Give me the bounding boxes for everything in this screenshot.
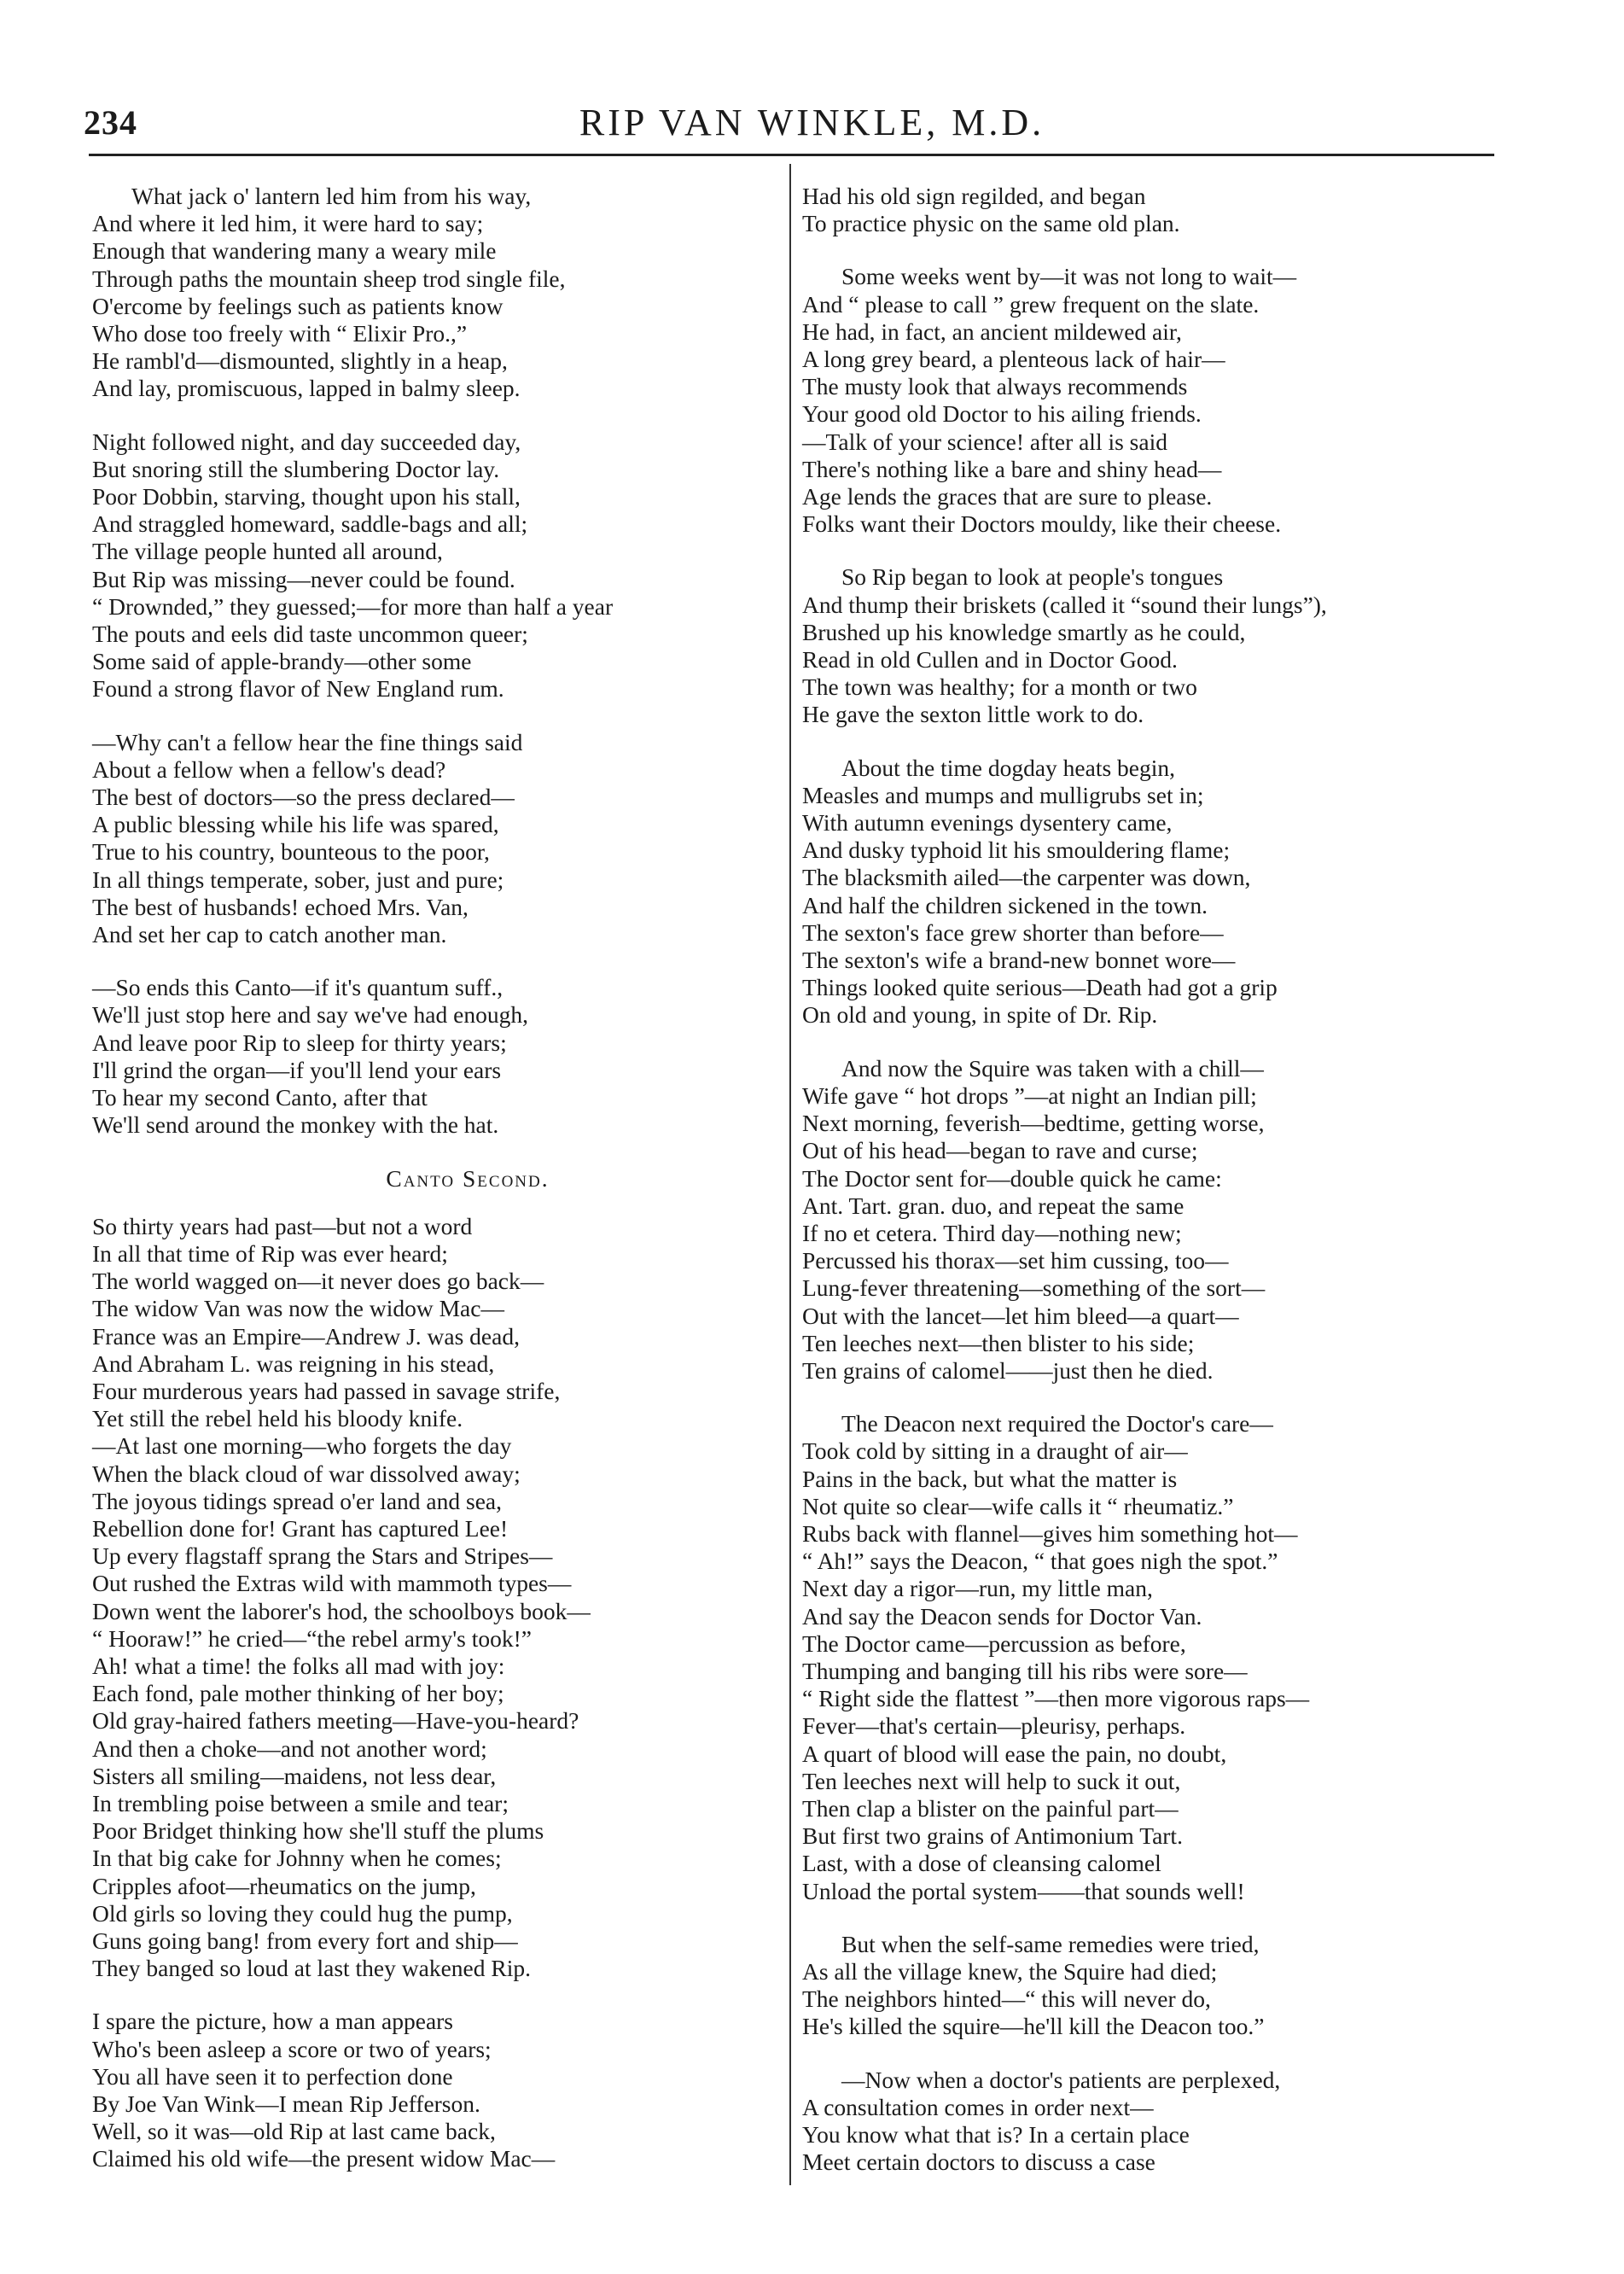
running-head: RIP VAN WINKLE, M.D.	[579, 102, 1045, 143]
verse-line: “ Drownded,” they guessed;—for more than half a year	[92, 592, 614, 620]
verse-line: The pouts and eels did taste uncommon queer;	[92, 621, 528, 648]
verse-line: He's killed the squire—he'll kill the Deacon too.”	[802, 2013, 1265, 2040]
verse-line: —Talk of your science! after all is said	[802, 428, 1167, 455]
verse-line: Meet certain doctors to discuss a case	[802, 2149, 1155, 2176]
page-number: 234	[84, 103, 137, 142]
verse-line: He rambl'd—dismounted, slightly in a heap,	[92, 347, 508, 375]
column-divider	[789, 164, 791, 2185]
verse-line: And dusky typhoid lit his smouldering flame;	[802, 837, 1231, 864]
stanza	[92, 183, 775, 403]
verse-line: You all have seen it to perfection done	[92, 2062, 453, 2090]
verse-line: Wife gave “ hot drops ”—at night an Indian pill;	[802, 1082, 1257, 1109]
stanza	[92, 729, 775, 949]
verse-line: Sisters all smiling—maidens, not less dear,	[92, 1762, 497, 1789]
verse-line: We'll just stop here and say we've had enough,	[92, 1001, 528, 1029]
verse-line: On old and young, in spite of Dr. Rip.	[802, 1001, 1158, 1029]
header-rule	[89, 154, 1494, 156]
verse-line: Last, with a dose of cleansing calomel	[802, 1850, 1161, 1877]
canto-heading: Canto Second.	[386, 1164, 550, 1192]
verse-line: Ten grains of calomel——just then he died.	[802, 1356, 1214, 1384]
verse-line: Unload the portal system——that sounds well!	[802, 1877, 1245, 1904]
verse-line: Ten leeches next will help to suck it out,	[802, 1767, 1181, 1794]
verse-line: And leave poor Rip to sleep for thirty years;	[92, 1029, 507, 1056]
verse-line: The world wagged on—it never does go back—	[92, 1268, 544, 1295]
verse-line: Read in old Cullen and in Doctor Good.	[802, 646, 1178, 673]
verse-line: The neighbors hinted—“ this will never do,	[802, 1985, 1211, 2013]
verse-line: Through paths the mountain sheep trod single file,	[92, 265, 566, 292]
verse-line: Ten leeches next—then blister to his side;	[802, 1329, 1195, 1356]
verse-line: So thirty years had past—but not a word	[92, 1212, 473, 1239]
stanza	[92, 429, 775, 703]
verse-line: About the time dogday heats begin,	[841, 754, 1176, 781]
verse-line: The best of husbands! echoed Mrs. Van,	[92, 893, 469, 920]
verse-line: Then clap a blister on the painful part—	[802, 1794, 1179, 1822]
verse-line: And “ please to call ” grew frequent on the slate.	[802, 290, 1260, 318]
verse-line: Brushed up his knowledge smartly as he could,	[802, 618, 1246, 645]
verse-line: As all the village knew, the Squire had died;	[802, 1957, 1218, 1985]
verse-line: Each fond, pale mother thinking of her boy;	[92, 1680, 504, 1707]
verse-line: Who dose too freely with “ Elixir Pro.,”	[92, 320, 468, 347]
verse-line: Rebellion done for! Grant has captured Lee!	[92, 1514, 509, 1542]
verse-line: And straggled homeward, saddle-bags and all;	[92, 510, 528, 538]
verse-line: Your good old Doctor to his ailing friends.	[802, 400, 1202, 428]
verse-line: Who's been asleep a score or two of years;	[92, 2035, 492, 2062]
verse-line: Age lends the graces that are sure to please.	[802, 483, 1213, 510]
verse-line: We'll send around the monkey with the hat.	[92, 1111, 499, 1139]
stanza	[92, 2008, 775, 2172]
stanza	[802, 2067, 1502, 2177]
verse-line: Pains in the back, but what the matter is	[802, 1465, 1178, 1492]
verse-line: Folks want their Doctors mouldy, like their cheese.	[802, 510, 1282, 538]
stanza	[802, 1410, 1502, 1905]
verse-line: By Joe Van Wink—I mean Rip Jefferson.	[92, 2090, 480, 2117]
verse-line: Not quite so clear—wife calls it “ rheumatiz.”	[802, 1492, 1234, 1519]
verse-line: I'll grind the organ—if you'll lend your ears	[92, 1056, 502, 1083]
stanza	[802, 1931, 1502, 2041]
verse-line: “ Right side the flattest ”—then more vigorous raps—	[802, 1685, 1310, 1712]
verse-line: —Now when a doctor's patients are perplexed,	[841, 2066, 1281, 2093]
verse-line: Some said of apple-brandy—other some	[92, 648, 472, 675]
stanza	[802, 755, 1502, 1029]
verse-line: And where it led him, it were hard to say;	[92, 210, 484, 237]
verse-line: But when the self-same remedies were tried,	[841, 1930, 1260, 1957]
verse-line: He had, in fact, an ancient mildewed air,	[802, 318, 1182, 345]
verse-line: Percussed his thorax—set him cussing, too—	[802, 1247, 1229, 1274]
verse-line: Old girls so loving they could hug the pump,	[92, 1899, 513, 1927]
verse-line: Next morning, feverish—bedtime, getting worse,	[802, 1110, 1265, 1137]
verse-line: Old gray-haired fathers meeting—Have-you-heard?	[92, 1707, 579, 1735]
verse-line: “ Ah!” says the Deacon, “ that goes nigh the spot.”	[802, 1548, 1278, 1575]
verse-line: And say the Deacon sends for Doctor Van.	[802, 1602, 1202, 1630]
verse-line: Had his old sign regilded, and began	[802, 183, 1146, 209]
verse-line: A public blessing while his life was spared,	[92, 811, 499, 838]
verse-line: The Deacon next required the Doctor's care—	[841, 1410, 1273, 1437]
verse-line: Guns going bang! from every fort and ship—	[92, 1927, 518, 1954]
verse-line: There's nothing like a bare and shiny head—	[802, 455, 1222, 482]
verse-line: And then a choke—and not another word;	[92, 1735, 487, 1762]
verse-line: Out with the lancet—let him bleed—a quart—	[802, 1302, 1239, 1329]
verse-line: Poor Dobbin, starving, thought upon his stall,	[92, 483, 521, 510]
verse-line: And lay, promiscuous, lapped in balmy sleep.	[92, 375, 521, 402]
verse-line: A consultation comes in order next—	[802, 2093, 1154, 2120]
verse-line: And Abraham L. was reigning in his stead,	[92, 1350, 495, 1377]
verse-line: When the black cloud of war dissolved away;	[92, 1460, 521, 1487]
verse-line: Took cold by sitting in a draught of air—	[802, 1437, 1188, 1465]
verse-line: With autumn evenings dysentery came,	[802, 809, 1173, 837]
verse-line: But snoring still the slumbering Doctor lay.	[92, 455, 500, 482]
verse-line: Out rushed the Extras wild with mammoth types—	[92, 1570, 572, 1597]
verse-line: Down went the laborer's hod, the schoolboys book—	[92, 1597, 591, 1624]
verse-line: Next day a rigor—run, my little man,	[802, 1575, 1153, 1602]
stanza	[802, 1055, 1502, 1385]
left-stanzas	[92, 183, 775, 1140]
verse-line: Found a strong flavor of New England rum.	[92, 675, 504, 703]
verse-line: Enough that wandering many a weary mile	[92, 237, 497, 265]
verse-line: France was an Empire—Andrew J. was dead,	[92, 1322, 520, 1350]
verse-line: Night followed night, and day succeeded day,	[92, 428, 521, 455]
verse-line: About a fellow when a fellow's dead?	[92, 755, 446, 783]
verse-line: Rubs back with flannel—gives him something hot—	[802, 1519, 1298, 1547]
verse-line: O'ercome by feelings such as patients know	[92, 292, 503, 319]
stanza	[802, 263, 1502, 538]
verse-line: The Doctor came—percussion as before,	[802, 1630, 1186, 1657]
verse-line: But Rip was missing—never could be found.	[92, 565, 515, 592]
verse-line: Out of his head—began to rave and curse;	[802, 1137, 1198, 1164]
verse-line: In all things temperate, sober, just and pure;	[92, 866, 504, 893]
verse-line: Cripples afoot—rheumatics on the jump,	[92, 1872, 476, 1899]
verse-line: What jack o' lantern led him from his way,	[131, 183, 532, 209]
right-column	[802, 183, 1502, 2201]
verse-line: Ah! what a time! the folks all mad with joy:	[92, 1652, 505, 1679]
verse-line: In that big cake for Johnny when he comes;	[92, 1845, 502, 1872]
verse-line: And thump their briskets (called it “sound their lungs”),	[802, 591, 1327, 618]
verse-line: Thumping and banging till his ribs were sore—	[802, 1657, 1248, 1684]
verse-line: Things looked quite serious—Death had got a grip	[802, 974, 1278, 1001]
verse-line: The widow Van was now the widow Mac—	[92, 1295, 504, 1322]
verse-line: Yet still the rebel held his bloody knife.	[92, 1405, 463, 1432]
verse-line: The town was healthy; for a month or two	[802, 673, 1197, 701]
verse-line: And set her cap to catch another man.	[92, 921, 447, 948]
verse-line: In trembling poise between a smile and tear;	[92, 1789, 509, 1816]
verse-line: Ant. Tart. gran. duo, and repeat the same	[802, 1192, 1185, 1219]
verse-line: You know what that is? In a certain place	[802, 2121, 1190, 2148]
verse-line: The Doctor sent for—double quick he came:	[802, 1164, 1222, 1192]
verse-line: Poor Bridget thinking how she'll stuff the plums	[92, 1817, 544, 1845]
verse-line: The best of doctors—so the press declared—	[92, 784, 515, 811]
left-stanzas-after-canto	[92, 1213, 775, 2173]
verse-line: The blacksmith ailed—the carpenter was down,	[802, 864, 1251, 891]
verse-line: Measles and mumps and mulligrubs set in;	[802, 781, 1204, 808]
verse-line: The sexton's face grew shorter than before—	[802, 918, 1224, 946]
verse-line: —So ends this Canto—if it's quantum suff.,	[92, 974, 503, 1001]
verse-line: The sexton's wife a brand-new bonnet wore—	[802, 947, 1236, 974]
verse-line: To practice physic on the same old plan.	[802, 210, 1180, 237]
verse-line: I spare the picture, how a man appears	[92, 2008, 454, 2035]
verse-line: Lung-fever threatening—something of the sort—	[802, 1274, 1266, 1302]
left-column	[92, 183, 775, 2199]
verse-line: True to his country, bounteous to the poor,	[92, 838, 490, 866]
right-stanzas	[802, 183, 1502, 2176]
verse-line: A quart of blood will ease the pain, no doubt,	[802, 1740, 1227, 1767]
verse-line: Some weeks went by—it was not long to wait—	[841, 263, 1297, 290]
verse-line: A long grey beard, a plenteous lack of hair—	[802, 346, 1225, 373]
verse-line: The village people hunted all around,	[92, 538, 443, 565]
stanza	[802, 183, 1502, 237]
verse-line: Claimed his old wife—the present widow Mac—	[92, 2145, 556, 2172]
verse-line: In all that time of Rip was ever heard;	[92, 1239, 448, 1267]
verse-line: If no et cetera. Third day—nothing new;	[802, 1219, 1182, 1246]
verse-line: Well, so it was—old Rip at last came back,	[92, 2118, 496, 2145]
verse-line: —At last one morning—who forgets the day	[92, 1432, 512, 1460]
stanza	[92, 1213, 775, 1983]
verse-line: The joyous tidings spread o'er land and sea,	[92, 1487, 502, 1514]
verse-line: To hear my second Canto, after that	[92, 1084, 428, 1111]
verse-line: They banged so loud at last they wakened Rip.	[92, 1955, 531, 1982]
verse-line: But first two grains of Antimonium Tart.	[802, 1822, 1183, 1850]
verse-line: —Why can't a fellow hear the fine things said	[92, 728, 523, 755]
verse-line: The musty look that always recommends	[802, 373, 1188, 400]
verse-line: Four murderous years had passed in savage strife,	[92, 1377, 561, 1404]
verse-line: He gave the sexton little work to do.	[802, 701, 1144, 728]
verse-line: And half the children sickened in the town.	[802, 891, 1208, 918]
verse-line: Up every flagstaff sprang the Stars and Stripes—	[92, 1542, 553, 1570]
verse-line: And now the Squire was taken with a chill—	[841, 1054, 1264, 1082]
verse-line: “ Hooraw!” he cried—“the rebel army's took!”	[92, 1624, 532, 1652]
verse-line: So Rip began to look at people's tongues	[841, 563, 1224, 591]
stanza	[802, 563, 1502, 728]
stanza	[92, 974, 775, 1139]
verse-line: Fever—that's certain—pleurisy, perhaps.	[802, 1712, 1186, 1740]
